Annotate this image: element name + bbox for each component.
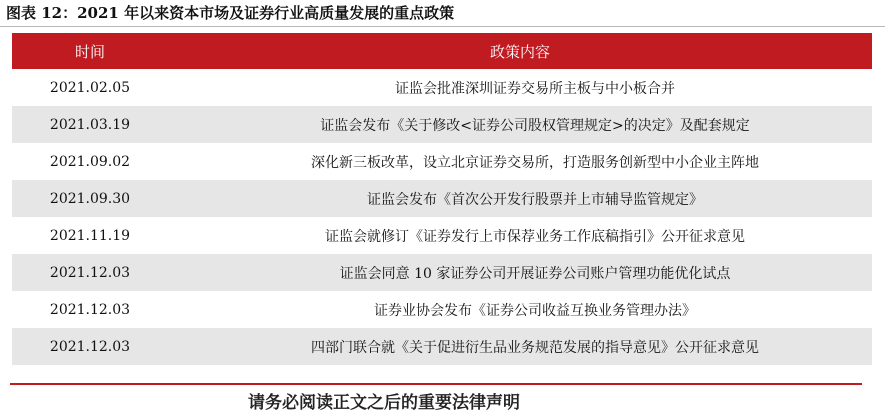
- row-date: 2021.11.19: [49, 227, 131, 244]
- row-date: 2021.12.03: [49, 301, 131, 318]
- row-date: 2021.02.05: [49, 79, 131, 96]
- header-time: 时间: [74, 42, 105, 61]
- table-row: [12, 217, 872, 254]
- table-header-row: [12, 33, 872, 69]
- table-row: [12, 291, 872, 328]
- row-policy: 证监会发布《关于修改<证券公司股权管理规定>的决定》及配套规定: [320, 117, 750, 134]
- table-row: [12, 143, 872, 180]
- row-policy: 证监会发布《首次公开发行股票并上市辅导监管规定》: [367, 191, 703, 208]
- row-policy: 证券业协会发布《证券公司收益互换业务管理办法》: [374, 302, 696, 319]
- caption-divider: [0, 26, 885, 27]
- row-date: 2021.12.03: [49, 338, 131, 355]
- legal-disclaimer: 请务必阅读正文之后的重要法律声明: [248, 393, 520, 413]
- row-policy: 证监会同意 10 家证券公司开展证券公司账户管理功能优化试点: [339, 265, 731, 282]
- header-policy: 政策内容: [489, 42, 550, 61]
- row-policy: 四部门联合就《关于促进衍生品业务规范发展的指导意见》公开征求意见: [311, 339, 759, 356]
- table-row: [12, 180, 872, 217]
- row-date: 2021.09.02: [49, 153, 131, 170]
- row-policy: 证监会批准深圳证券交易所主板与中小板合并: [395, 80, 675, 97]
- footer-divider: [10, 383, 862, 385]
- row-date: 2021.12.03: [49, 264, 131, 281]
- table-row: [12, 69, 872, 106]
- row-policy: 深化新三板改革，设立北京证券交易所，打造服务创新型中小企业主阵地: [311, 154, 759, 171]
- table-row: [12, 328, 872, 365]
- policy-table: [12, 33, 872, 365]
- table-row: [12, 106, 872, 143]
- table-row: [12, 254, 872, 291]
- row-date: 2021.03.19: [49, 116, 131, 133]
- row-date: 2021.09.30: [49, 190, 131, 207]
- figure-caption: 图表 12：2021 年以来资本市场及证券行业高质量发展的重点政策: [6, 4, 455, 22]
- row-policy: 证监会就修订《证券发行上市保荐业务工作底稿指引》公开征求意见: [325, 228, 745, 245]
